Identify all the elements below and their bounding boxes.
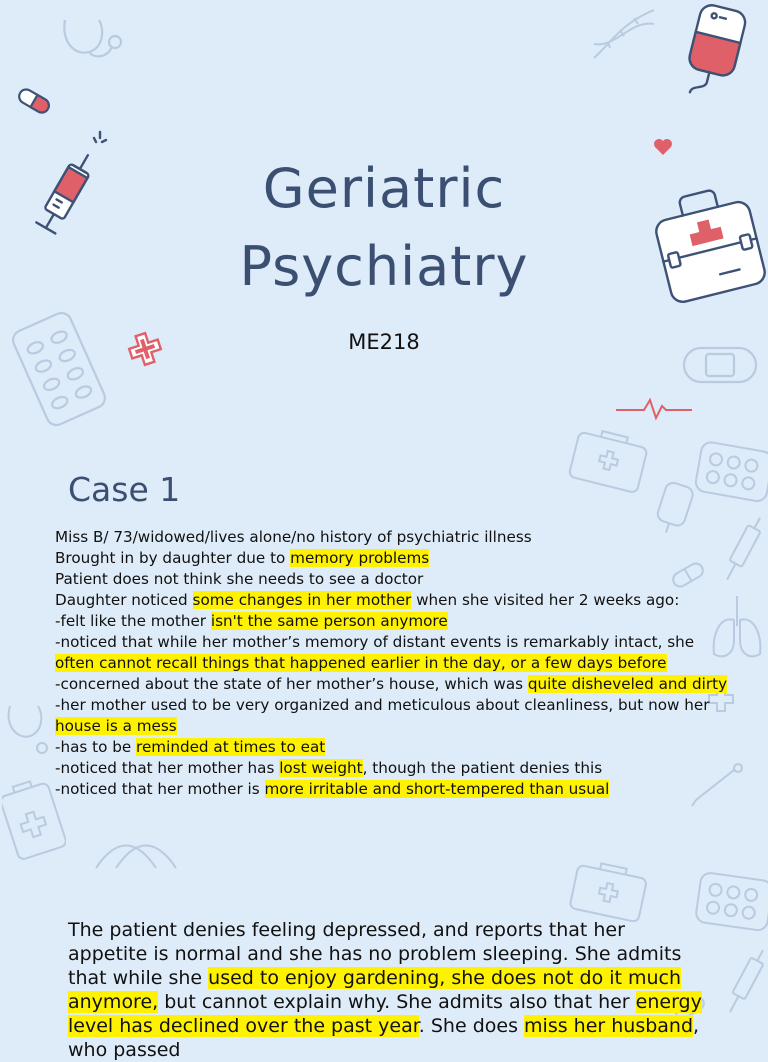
case-line [55, 758, 745, 779]
highlighted-text: some changes in her mother [192, 591, 412, 609]
highlighted-text: isn't the same person anymore [210, 612, 448, 630]
case-line [55, 653, 745, 674]
highlighted-text: memory problems [290, 549, 430, 567]
iv-bag-icon [680, 2, 760, 110]
highlighted-text: reminded at times to eat [136, 738, 326, 756]
course-code: ME218 [348, 330, 420, 354]
pill-blister-icon [4, 310, 114, 428]
text-segment: , though the patient denies this [362, 759, 603, 777]
case-line [55, 779, 745, 800]
text-segment: The patient denies feeling depressed, and reports that her appetite is normal and she has no problem sleeping. She admits that while she [68, 919, 682, 989]
text-segment: -noticed that her mother has [55, 759, 280, 777]
text-segment: , who passed [68, 1015, 700, 1061]
first-aid-kit-icon [566, 858, 656, 922]
case-line [55, 548, 745, 569]
text-segment: -felt like the mother [55, 612, 211, 630]
highlighted-text: energy level has declined over the past year [68, 991, 702, 1037]
case-line [55, 527, 745, 548]
case-line [55, 632, 745, 653]
case-details [55, 527, 745, 800]
text-segment: -noticed that her mother is [55, 780, 265, 798]
text-segment: Brought in by daughter due to [55, 549, 291, 567]
text-segment: -noticed that while her mother’s memory of distant events is remarkably intact, she [55, 633, 695, 651]
text-segment: Daughter noticed [55, 591, 193, 609]
first-aid-kit-icon [566, 424, 656, 494]
highlighted-text: often cannot recall things that happened earlier in the day, or a few days before [55, 654, 667, 672]
case-line [55, 695, 745, 716]
text-segment: . She does [418, 1015, 525, 1037]
text-segment: when she visited her 2 weeks ago: [411, 591, 680, 609]
case-heading: Case 1 [68, 470, 181, 509]
page-title [0, 150, 768, 306]
case-paragraph [68, 918, 708, 1062]
dna-icon [92, 834, 182, 874]
text-segment: but cannot explain why. She admits also that her [158, 991, 636, 1013]
syringe-icon [724, 944, 768, 1020]
case-line [55, 716, 745, 737]
text-segment: -concerned about the state of her mother’s house, which was [55, 675, 528, 693]
stethoscope-icon [0, 700, 50, 760]
stethoscope-icon [55, 12, 125, 72]
case-line [55, 737, 745, 758]
case-line [55, 611, 745, 632]
highlighted-text: lost weight [279, 759, 363, 777]
heartbeat-icon [614, 396, 694, 422]
case-line [55, 674, 745, 695]
pill-icon [14, 86, 54, 116]
title-line-1: Geriatric [262, 157, 506, 220]
dna-icon [590, 4, 660, 64]
highlighted-text: house is a mess [55, 717, 177, 735]
case-line [55, 569, 745, 590]
highlighted-text: quite disheveled and dirty [527, 675, 728, 693]
text-segment: -her mother used to be very organized and meticulous about cleanliness, but now her [55, 696, 710, 714]
text-segment: Patient does not think she needs to see a doctor [55, 570, 424, 588]
highlighted-text: miss her husband [524, 1015, 694, 1037]
highlighted-text: used to enjoy gardening, she does not do it much anymore, [68, 967, 682, 1013]
pill-blister-icon [692, 440, 768, 504]
case-line [55, 590, 745, 611]
text-segment: Miss B/ 73/widowed/lives alone/no history of psychiatric illness [55, 528, 532, 546]
highlighted-text: more irritable and short-tempered than usual [264, 780, 610, 798]
text-segment: -has to be [55, 738, 137, 756]
title-line-2: Psychiatry [239, 235, 529, 298]
